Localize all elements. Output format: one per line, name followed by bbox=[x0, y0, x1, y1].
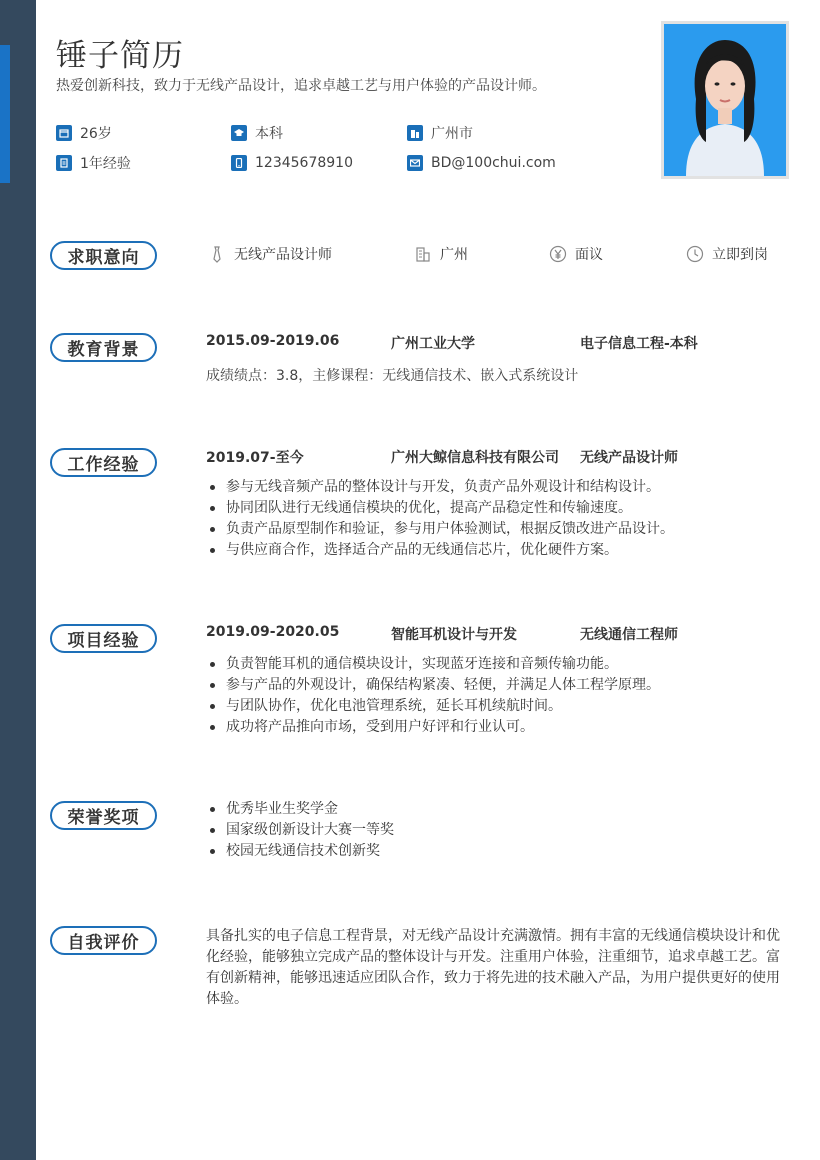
list-item: 参与产品的外观设计，确保结构紧凑、轻便，并满足人体工程学原理。 bbox=[206, 675, 660, 696]
project-role: 无线通信工程师 bbox=[580, 627, 678, 643]
info-email bbox=[407, 153, 556, 173]
experience-value: 1年经验 bbox=[80, 156, 131, 172]
education-period: 2015.09-2019.06 bbox=[206, 333, 340, 349]
work-company: 广州大鲸信息科技有限公司 bbox=[391, 450, 559, 466]
document-icon bbox=[56, 155, 72, 171]
section-label-self: 自我评价 bbox=[50, 926, 157, 955]
intent-city bbox=[414, 244, 468, 264]
list-item: 优秀毕业生奖学金 bbox=[206, 799, 394, 820]
list-item: 参与无线音频产品的整体设计与开发，负责产品外观设计和结构设计。 bbox=[206, 477, 674, 498]
section-label-education: 教育背景 bbox=[50, 333, 157, 362]
section-label-work: 工作经验 bbox=[50, 448, 157, 477]
resume-title: 锤子简历 bbox=[56, 38, 184, 74]
email-value: BD@100chui.com bbox=[431, 155, 556, 171]
work-role: 无线产品设计师 bbox=[580, 450, 678, 466]
education-major: 电子信息工程-本科 bbox=[580, 336, 698, 352]
age-value: 26岁 bbox=[80, 126, 112, 142]
resume-subtitle: 热爱创新科技，致力于无线产品设计，追求卓越工艺与用户体验的产品设计师。 bbox=[56, 78, 546, 94]
clock-icon bbox=[686, 245, 704, 263]
section-label-honors: 荣誉奖项 bbox=[50, 801, 157, 830]
list-item: 与供应商合作，选择适合产品的无线通信芯片，优化硬件方案。 bbox=[206, 540, 674, 561]
info-degree bbox=[231, 123, 283, 143]
intent-city-value: 广州 bbox=[440, 247, 468, 263]
list-item: 负责产品原型制作和验证，参与用户体验测试，根据反馈改进产品设计。 bbox=[206, 519, 674, 540]
self-evaluation-line: 化经验，能够独立完成产品的整体设计与开发。注重用户体验，注重细节，追求卓越工艺。富 bbox=[206, 949, 780, 965]
intent-salary bbox=[549, 244, 603, 264]
education-detail: 成绩绩点：3.8，主修课程：无线通信技术、嵌入式系统设计 bbox=[206, 368, 579, 384]
intent-availability bbox=[686, 244, 768, 264]
education-school: 广州工业大学 bbox=[391, 336, 475, 352]
list-item: 校园无线通信技术创新奖 bbox=[206, 841, 394, 862]
city-value: 广州市 bbox=[431, 126, 473, 142]
honors-list bbox=[206, 799, 394, 862]
list-item: 成功将产品推向市场，受到用户好评和行业认可。 bbox=[206, 717, 660, 738]
project-list bbox=[206, 654, 660, 738]
section-label-project: 项目经验 bbox=[50, 624, 157, 653]
info-city bbox=[407, 123, 473, 143]
calendar-icon bbox=[56, 125, 72, 141]
intent-salary-value: 面议 bbox=[575, 247, 603, 263]
intent-position-value: 无线产品设计师 bbox=[234, 247, 332, 263]
list-item: 国家级创新设计大赛一等奖 bbox=[206, 820, 394, 841]
building-outline-icon bbox=[414, 245, 432, 263]
work-list bbox=[206, 477, 674, 561]
profile-photo bbox=[661, 21, 789, 179]
self-evaluation bbox=[206, 926, 786, 1010]
intent-position bbox=[208, 244, 332, 264]
info-age bbox=[56, 123, 112, 143]
list-item: 与团队协作，优化电池管理系统，延长耳机续航时间。 bbox=[206, 696, 660, 717]
mail-icon bbox=[407, 155, 423, 171]
intent-availability-value: 立即到岗 bbox=[712, 247, 768, 263]
list-item: 协同团队进行无线通信模块的优化，提高产品稳定性和传输速度。 bbox=[206, 498, 674, 519]
section-label-intent: 求职意向 bbox=[50, 241, 157, 270]
work-period: 2019.07-至今 bbox=[206, 450, 304, 466]
self-evaluation-line: 具备扎实的电子信息工程背景，对无线产品设计充满激情。拥有丰富的无线通信模块设计和优 bbox=[206, 928, 780, 944]
self-evaluation-line: 有创新精神，能够迅速适应团队合作，致力于将先进的技术融入产品，为用户提供更好的使用 bbox=[206, 970, 780, 986]
phone-icon bbox=[231, 155, 247, 171]
self-evaluation-line: 体验。 bbox=[206, 991, 248, 1007]
degree-value: 本科 bbox=[255, 126, 283, 142]
info-experience bbox=[56, 153, 131, 173]
sidebar-accent-bar bbox=[0, 45, 10, 183]
project-period: 2019.09-2020.05 bbox=[206, 624, 340, 640]
yen-coin-icon bbox=[549, 245, 567, 263]
building-icon bbox=[407, 125, 423, 141]
phone-value: 12345678910 bbox=[255, 155, 353, 171]
info-phone bbox=[231, 153, 353, 173]
list-item: 负责智能耳机的通信模块设计，实现蓝牙连接和音频传输功能。 bbox=[206, 654, 660, 675]
graduation-cap-icon bbox=[231, 125, 247, 141]
project-name: 智能耳机设计与开发 bbox=[391, 627, 517, 643]
tie-icon bbox=[208, 245, 226, 263]
